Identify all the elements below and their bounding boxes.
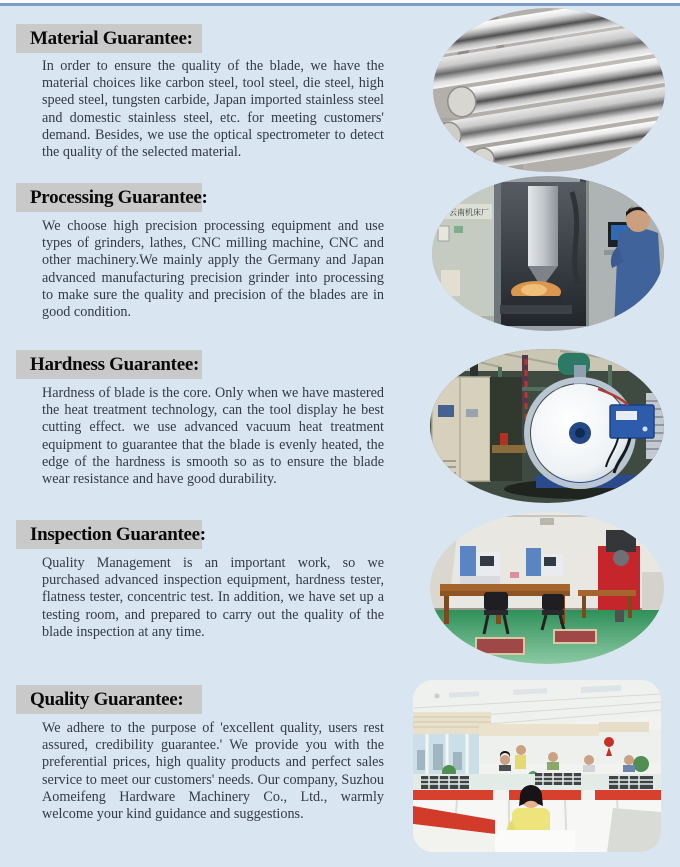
stainless-steel-bars-photo xyxy=(433,8,665,172)
vacuum-furnace-photo xyxy=(430,349,664,503)
section-header-processing: Processing Guarantee: xyxy=(16,183,202,212)
office-photo xyxy=(413,680,661,852)
section-body-processing: We choose high precision processing equipment and use types of grinders, lathes, CNC milling machine, CNC and other machinery.We mainly apply the Germany and Japan advanced manufacturing precision grinder into processing to make sure the quality and precision of the blades are in good condition. xyxy=(42,218,384,321)
svg-text:云南机床厂: 云南机床厂 xyxy=(449,208,489,217)
cnc-machine-photo xyxy=(432,176,664,331)
section-header-quality: Quality Guarantee: xyxy=(16,685,202,714)
section-header-inspection: Inspection Guarantee: xyxy=(16,520,202,549)
section-header-hardness: Hardness Guarantee: xyxy=(16,350,202,379)
section-body-inspection: Quality Management is an important work, so we purchased advanced inspection equipment, hardness tester, flatness tester, concentric test. In addition, we have set up a testing room, and prepared to carry out the quality of the blade inspection at any time. xyxy=(42,555,384,640)
section-body-quality: We adhere to the purpose of 'excellent quality, users rest assured, credibility guarantee.' We provide you with the preferential prices, high quality products and perfect sales service to meet our customers' needs. Our company, Suzhou Aomeifeng Hardware Machinery Co., Ltd., warmly welcome your kind guidance and suggestions. xyxy=(42,720,384,823)
section-header-material: Material Guarantee: xyxy=(16,24,202,53)
section-body-hardness: Hardness of blade is the core. Only when we have mastered the heat treatment technology, can the tool display he best cutting effect. we use advanced vacuum heat treatment equipment to guarantee that the blade is evenly heated, the edge of the hardness is smooth so as to ensure the blade wear resistance and have good durability. xyxy=(42,385,384,488)
section-body-material: In order to ensure the quality of the blade, we have the material choices like carbon steel, tool steel, die steel, high speed steel, tungsten carbide, Japan imported stainless steel and domestic stainless steel, etc. for meeting customers' demand. Besides, we use the optical spectrometer to detect the quality of the selected material. xyxy=(42,58,384,161)
top-divider-line xyxy=(0,3,680,6)
testing-room-photo xyxy=(430,512,664,664)
